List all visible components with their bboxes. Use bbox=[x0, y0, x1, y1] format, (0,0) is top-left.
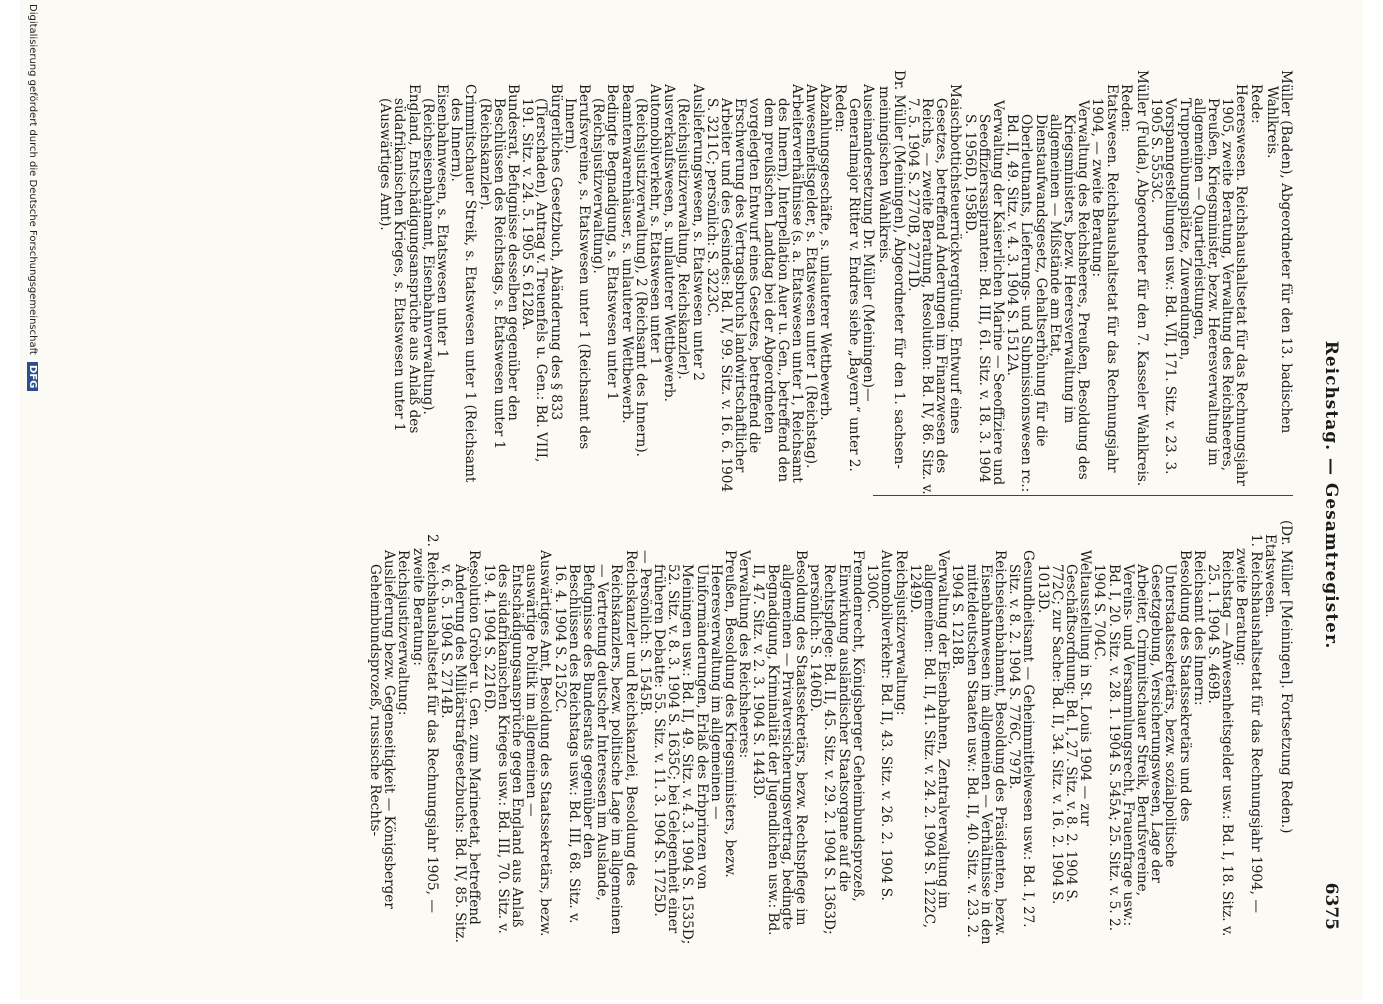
index-subentry: Bundesrat, Befugnisse desselben gegenüber den Beschlüssen des Reichstags, s. Etatswesen unter 1 (Reichskanzler). bbox=[476, 84, 522, 450]
index-subentry: Crimmitschauer Streik, s. Etatswesen unter 1 (Reichsamt des Innern). bbox=[448, 84, 479, 483]
index-subentry: Automobilverkehr, s. Etatswesen unter 1 (Reichsjustizverwaltung), 2 (Reichsamt des Innern). bbox=[632, 84, 664, 457]
index-subentry: Reichsjustizverwaltung: bbox=[395, 550, 412, 716]
index-subentry: Verwaltung der Eisenbahnen, Zentralverwaltung im allgemeinen: Bd. II, 41. Sitz. v. 24. 2. 1904 S. 1222C, 1249D. bbox=[906, 550, 952, 929]
index-subentry: Reichseisenbahnamt, Besoldung des Präsidenten, bezw. Eisenbahnwesen im allgemeinen — Verhältnisse in den mitteldeutschen Staaten usw.: Bd. II, 40. Sitz. v. 23. 2. 1904 S. 1218B. bbox=[949, 550, 1008, 945]
index-subentry: Reichsjustizverwaltung: bbox=[892, 550, 909, 716]
digitization-credit bbox=[24, 0, 38, 1004]
index-subentry: Automobilverkehr: Bd. II, 43. Sitz. v. 26. 2. 1904 S. 1300C. bbox=[864, 550, 895, 901]
index-subentry: Etatswesen. Reichshaushaltsetat für das Rechnungsjahr 1904, — zweite Beratung: bbox=[1089, 84, 1120, 473]
page bbox=[20, 0, 1363, 1000]
index-subentry: Eisenbahnwesen, s. Etatswesen unter 1 (Reichseisenbahnamt, Eisenbahnverwaltung). bbox=[419, 84, 451, 415]
index-subentry: Resolution Gröber u. Gen. zum Marineetat, betreffend Änderung des Militärstrafgesetzbuchs: Bd. IV, 85. Sitz. v. 6. 5. 1904 S. 2714B. bbox=[438, 550, 483, 943]
index-subentry: Anwesenheitsgelder, s. Etatswesen unter 1 (Reichstag). bbox=[803, 84, 820, 469]
column-divider bbox=[873, 495, 1293, 496]
index-entry-heading: Dr. Müller (Meiningen), Abgeordneter für den 1. sachsen-meiningischen Wahlkreis. bbox=[876, 70, 907, 470]
index-subentry: Auslieferung bezw. Gegenseitigkeit — Königsberger Geheimbundsprozeß, russische Rechts- bbox=[367, 550, 398, 909]
index-subentry: Abzahlungsgeschäfte, s. unlauterer Wettbewerb. bbox=[817, 84, 834, 421]
index-subentry: Auseinandersetzung Dr. Müller (Meiningen)—Generalmajor Ritter v. Endres siehe „Bayern“ unter 2. bbox=[845, 84, 877, 472]
index-subentry: Bedingte Begnadigung, s. Etatswesen unter 1 (Reichsjustizverwaltung). bbox=[590, 84, 621, 401]
index-subentry: Fremdenrecht, Königsberger Geheimbundsprozeß, Einwirkung ausländischer Staatsorgane auf die Rechtspflege: Bd. II, 45. Sitz. v. 29. 2. 1904 S. 1363D; persönlich: S. 1406D. bbox=[807, 550, 866, 935]
index-entry-heading: (Dr. Müller [Meiningen]. Fortsetzung Reden.) bbox=[1278, 520, 1294, 834]
index-subentry: Reichstag — Anwesenheitsgelder usw.: Bd. I, 18. Sitz. v. 25. 1. 1904 S. 469B. bbox=[1204, 550, 1236, 937]
index-subentry: Heereswesen. Reichshaushaltsetat für das Rechnungsjahr 1905, zweite Beratung, Verwaltung des Reichsheeres, Preußen, Kriegsminister, bezw. Heeresverwaltung im allgemeinen — Quartierleistungen, Truppenübungsplätze, Zuwendungen, Vorspanngestellungen usw.: Bd. VII, 171. Sitz. v. 23. 3. 1905 S. 5553C. bbox=[1148, 84, 1250, 487]
index-subentry: Reichskanzler und Reichskanzlei, Besoldung des Reichskanzlers, bezw. politische Lage im allgemeinen — Vertretung deutscher Interessen im Auslande, Befugnisse des Bundesrats gegenüber den Beschlüssen des Reichstags usw.: Bd. III, 68. Sitz. v. 16. 4. 1904 S. 2152C. bbox=[551, 550, 639, 935]
index-subentry: Ausverkaufswesen, s. unlauterer Wettbewerb. bbox=[661, 84, 678, 402]
index-subentry: Reichsamt des Innern: bbox=[1190, 550, 1207, 706]
index-subentry: Reden: bbox=[831, 84, 848, 133]
index-subentry: Arbeiterverhältnisse (s. a. Etatswesen unter 1, Reichsamt des Innern), Interpellation Auer u. Gen., betreffend den dem preußischen Landtag bei der Abgeordneten vorgelegten Entwurf eines Gesetzes, betreffend die Erschwerung des Vertragsbruchs landwirtschaftlicher Arbeiter und des Gesindes: Bd. IV, 99. Sitz. v. 16. 6. 1904 S. 3211C; persönlich: S. 3223C. bbox=[703, 84, 806, 493]
index-subentry: Rede: bbox=[1247, 84, 1264, 124]
index-subentry: 2. Reichshaushaltsetat für das Rechnungsjahr 1905, — zweite Beratung: bbox=[409, 534, 440, 913]
index-subentry: Etatswesen. bbox=[1261, 534, 1278, 618]
index-subentry: Bürgerliches Gesetzbuch, Abänderung des § 833 (Tierschaden), Antrag v. Treuenfels u. Gen.: Bd. VIII, 191. Sitz. v. 24. 5. 1905 S. 6128A. bbox=[519, 84, 564, 463]
index-subentry: Auslieferungswesen, s. Etatswesen unter 2 (Reichsjustizverwaltung, Reichskanzler). bbox=[675, 84, 706, 381]
credit-text: Digitalisierung gefördert durch die Deutsche Forschungsgemeinschaft bbox=[27, 4, 38, 355]
index-subentry: Auswärtiges Amt, Besoldung des Staatssekretärs, bezw. auswärtige Politik im allgemeinen — Entschädigungsansprüche gegen England aus Anlaß des südafrikanischen Krieges usw.: Bd. III, 70. Sitz. v. 19. 4. 1904 S. 2216D. bbox=[480, 550, 554, 937]
index-subentry: Besoldung des Staatssekretärs und des Unterstaatssekretärs, bezw. sozialpolitische Gesetzgebung, Versicherungswesen, Lage der Arbeiter, Crimmitschauer Streik, Berufsvereine, Vereins- und Versammlungsrecht, Frauenfrage usw.: Bd. I, 20. Sitz. v. 28. 1. 1904 S. 545A; 25. Sitz. v. 5. 2. 1904 S. 704C. bbox=[1091, 550, 1193, 932]
index-subentry: Preußen, Besoldung des Kriegsministers, bezw. Heeresverwaltung im allgemeinen — Uniformänderungen, Erlaß des Erbprinzen von Meiningen usw.: Bd. II, 49. Sitz. v. 4. 3. 1904 S. 1535D; 52. Sitz. v. 8. 3. 1904 S. 1635C; bei Gelegenheit einer früheren Debatte: 55. Sitz. v. 11. 3. 1904 S. 1725D. bbox=[651, 550, 739, 945]
index-entry-heading: Müller (Baden), Abgeordneter für den 13. badischen Wahlkreis. bbox=[1263, 70, 1294, 434]
index-subentry: Weltausstellung in St. Louis 1904 — zur Geschäftsordnung: Bd. I, 27. Sitz. v. 8. 2. 1904 S. 772C; zur Sache: Bd. II, 34. Sitz. v. 16. 2. 1904 S. 1013D. bbox=[1034, 550, 1094, 905]
running-title: Reichstag. — Gesamtregister. bbox=[1321, 340, 1341, 650]
index-subentry: 1. Reichshaushaltsetat für das Rechnungsjahr 1904, — zweite Beratung: bbox=[1233, 534, 1264, 913]
index-subentry: Verwaltung des Reichsheeres: bbox=[736, 550, 753, 759]
left-column bbox=[210, 70, 1293, 495]
index-subentry: Gesundheitsamt — Geheimmittelwesen usw.: Bd. I, 27. Sitz. v. 8. 2. 1904 S. 776C, 797B. bbox=[1006, 550, 1037, 928]
page-number: 6375 bbox=[1321, 882, 1341, 930]
index-entry-heading: Müller (Fulda), Abgeordneter für den 7. Kasseler Wahlkreis. bbox=[1133, 70, 1150, 487]
page-header bbox=[1311, 60, 1341, 930]
right-column bbox=[210, 520, 1293, 945]
index-subentry: Reden: bbox=[1117, 84, 1134, 133]
index-subentry: England, Entschädigungsansprüche aus Anlaß des südafrikanischen Krieges, s. Etatswesen unter 1 (Auswärtiges Amt). bbox=[377, 84, 422, 434]
index-subentry: Verwaltung der Kaiserlichen Marine — Seeoffiziere und Seeoffiziersaspiranten: Bd. III, 61. Sitz. v. 18. 3. 1904 S. 1956D, 1958D. bbox=[961, 100, 1006, 486]
index-subentry: Besoldung des Staatssekretärs, bezw. Rechtspflege im allgemeinen — Privatversicherungsvertrag, bedingte Begnadigung, Kriminalität der Jugendlichen usw.: Bd. II, 47. Sitz. v. 2. 3. 1904 S. 1443D. bbox=[750, 550, 810, 936]
index-subentry: Maischbottichsteuerrückvergütung. Entwurf eines Gesetzes, betreffend Änderungen im Finanzwesen des Reichs, — zweite Beratung, Resolution: Bd. IV, 86. Sitz. v. 7. 5. 1904 S. 2770B, 2771D. bbox=[904, 84, 964, 495]
dfg-logo: DFG bbox=[27, 362, 38, 391]
index-subentry: — Persönlich: S. 1545B. bbox=[636, 550, 653, 716]
index-subentry: Beamtenwarenhäuser, s. unlauterer Wettbewerb. bbox=[618, 84, 635, 424]
index-subentry: Berufsvereine, s. Etatswesen unter 1 (Reichsamt des Innern). bbox=[561, 84, 593, 450]
index-subentry: Verwaltung des Reichsheeres, Preußen, Besoldung des Kriegsministers, bezw. Heeresverwaltung im allgemeinen — Mißstände am Etat, Dienstaufwandsgesetz, Gehaltserhöhung für die Oberleutnants, Lieferungs- und Submissionswesen rc.: Bd. II, 49. Sitz. v. 4. 3. 1904 S. 1512A. bbox=[1004, 100, 1092, 493]
